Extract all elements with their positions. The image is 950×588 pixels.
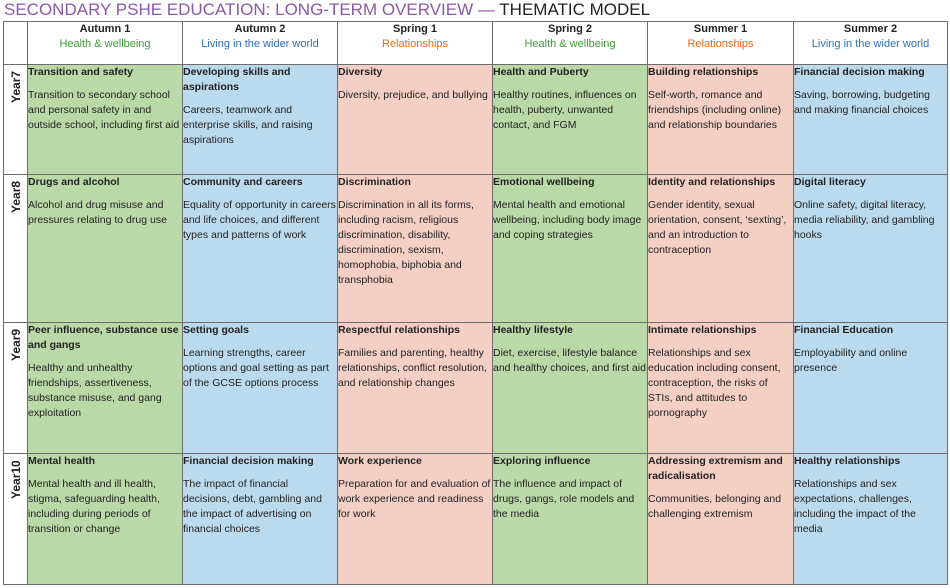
topic-title: Setting goals [183,324,249,336]
topic-cell [28,454,183,585]
page-title-model: THEMATIC MODEL [499,0,651,19]
year-label-cell [4,175,28,323]
topic-cell [648,65,794,175]
topic-title: Healthy lifestyle [493,324,573,336]
term-header [794,22,948,65]
topic-description: Mental health and emotional wellbeing, including body image and coping strategies [493,199,642,241]
topic-title: Discrimination [338,176,411,188]
topic-title: Diversity [338,66,383,78]
topic-cell [493,65,648,175]
topic-title: Financial decision making [794,66,925,78]
topic-cell [794,454,948,585]
topic-cell [28,175,183,323]
topic-title: Financial decision making [183,455,314,467]
topic-title: Emotional wellbeing [493,176,595,188]
topic-description: Relationships and sex expectations, challenges, including the impact of the media [794,478,916,535]
topic-description: Learning strengths, career options and goal setting as part of the GCSE options process [183,347,329,389]
term-theme: Health & wellbeing [59,38,151,50]
term-theme: Relationships [687,38,754,50]
page-title-main: SECONDARY PSHE EDUCATION: LONG-TERM OVERVIEW — [4,0,500,19]
topic-title: Healthy relationships [794,455,901,467]
header-row [4,22,948,65]
topic-cell [338,175,493,323]
topic-cell [794,65,948,175]
year-label-cell [4,323,28,454]
topic-description: Communities, belonging and challenging extremism [648,493,782,520]
term-name: Autumn 2 [234,23,286,35]
topic-description: Equality of opportunity in careers and life choices, and different types and patterns of work [183,199,336,241]
topic-description: Self-worth, romance and friendships (including online) and relationship boundaries [648,89,782,131]
topic-cell [794,323,948,454]
year-label: Year9 [8,328,23,361]
topic-description: Relationships and sex education including consent, contraception, the risks of STIs, and attitudes to pornography [648,347,781,419]
term-name: Spring 1 [392,23,437,35]
topic-cell [648,175,794,323]
year-row [4,323,948,454]
year-label: Year7 [8,70,23,103]
term-header [493,22,648,65]
topic-cell [794,175,948,323]
topic-title: Building relationships [648,66,759,78]
year-row [4,65,948,175]
term-header [28,22,183,65]
year-label-cell [4,65,28,175]
topic-title: Health and Puberty [493,66,589,78]
topic-cell [648,323,794,454]
topic-title: Financial Education [794,324,894,336]
topic-description: Families and parenting, healthy relationships, conflict resolution, and relationship changes [338,347,487,389]
topic-description: Mental health and ill health, stigma, safeguarding health, including during periods of transition or change [28,478,160,535]
topic-description: Discrimination in all its forms, including racism, religious discrimination, disability, discrimination, sexism, homophobia, biphobia and transphobia [338,199,474,286]
year-label-cell [4,454,28,585]
topic-description: Alcohol and drug misuse and pressures relating to drug use [28,199,167,226]
term-theme: Living in the wider world [201,38,319,50]
topic-title: Identity and relationships [648,176,776,188]
overview-table [3,21,948,585]
term-theme: Health & wellbeing [524,38,616,50]
topic-cell [183,65,338,175]
topic-description: Healthy and unhealthy friendships, assertiveness, substance misuse, and gang exploitation [28,362,162,419]
topic-description: The influence and impact of drugs, gangs, role models and the media [493,478,635,520]
term-header [648,22,794,65]
topic-description: Employability and online presence [794,347,908,374]
topic-title: Transition and safety [28,66,134,78]
year-row [4,454,948,585]
topic-description: The impact of financial decisions, debt, gambling and the impact of advertising on financial choices [183,478,322,535]
topic-cell [338,454,493,585]
term-name: Spring 2 [547,23,592,35]
topic-cell [648,454,794,585]
topic-title: Mental health [28,455,96,467]
topic-description: Saving, borrowing, budgeting and making financial choices [794,89,931,116]
term-name: Summer 2 [843,23,898,35]
topic-cell [338,65,493,175]
topic-cell [493,175,648,323]
topic-title: Community and careers [183,176,303,188]
corner-cell [4,22,28,65]
topic-cell [493,454,648,585]
topic-description: Diversity, prejudice, and bullying [338,89,488,101]
year-row [4,175,948,323]
topic-title: Work experience [338,455,422,467]
topic-description: Healthy routines, influences on health, puberty, unwanted contact, and FGM [493,89,637,131]
term-header [338,22,493,65]
topic-title: Intimate relationships [648,324,757,336]
topic-title: Developing skills and aspirations [183,66,291,93]
topic-description: Online safety, digital literacy, media reliability, and gambling hooks [794,199,935,241]
topic-title: Respectful relationships [338,324,460,336]
topic-description: Gender identity, sexual orientation, consent, ‘sexting’, and an introduction to contraception [648,199,787,256]
topic-title: Addressing extremism and radicalisation [648,455,783,482]
topic-description: Diet, exercise, lifestyle balance and healthy choices, and first aid [493,347,646,374]
topic-cell [493,323,648,454]
topic-description: Careers, teamwork and enterprise skills, and raising aspirations [183,104,313,146]
topic-cell [183,323,338,454]
topic-title: Drugs and alcohol [28,176,120,188]
term-theme: Relationships [381,38,449,50]
term-name: Summer 1 [693,23,748,35]
topic-cell [183,454,338,585]
term-name: Autumn 1 [79,23,131,35]
topic-title: Exploring influence [493,455,591,467]
topic-cell [183,175,338,323]
topic-cell [338,323,493,454]
term-theme: Living in the wider world [811,38,930,50]
topic-cell [28,323,183,454]
topic-cell [28,65,183,175]
page-title [4,0,650,20]
topic-title: Peer influence, substance use and gangs [28,324,179,351]
topic-description: Transition to secondary school and personal safety in and outside school, including first aid [28,89,180,131]
topic-description: Preparation for and evaluation of work experience and readiness for work [338,478,491,520]
year-label: Year8 [8,180,23,213]
year-label: Year10 [8,460,23,499]
topic-title: Digital literacy [794,176,866,188]
term-header [183,22,338,65]
